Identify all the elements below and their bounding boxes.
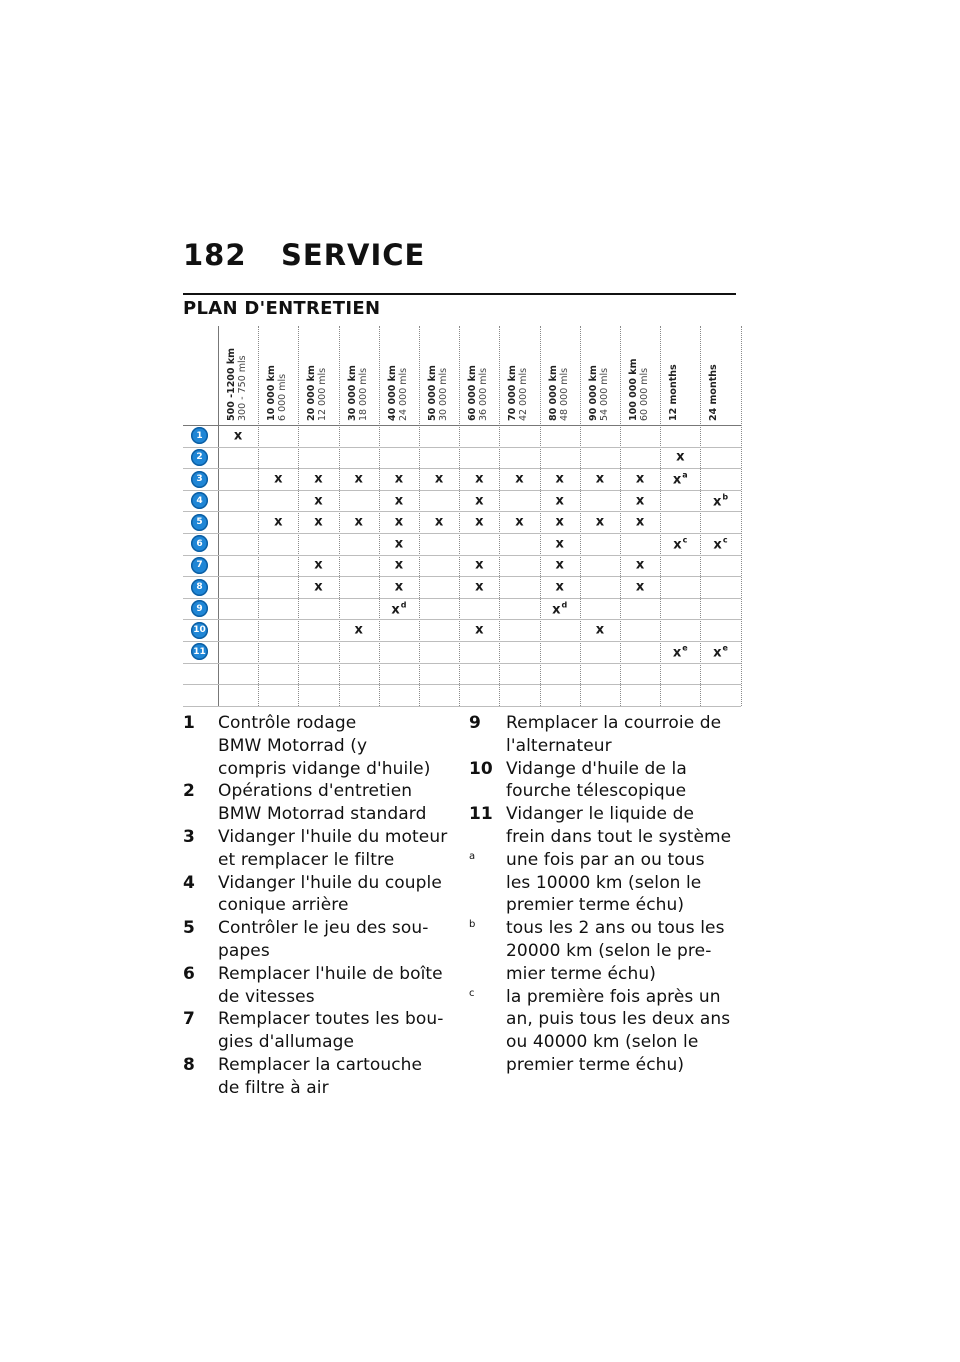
column-header-km: 100 000 km (628, 358, 639, 421)
column-header-mls: 12 000 mls (317, 367, 329, 421)
legend-line: mier terme échu) (506, 963, 656, 984)
column-header-text (226, 348, 248, 421)
legend-line: premier terme échu) (506, 1054, 685, 1075)
service-mark (395, 493, 403, 508)
legend-number: 7 (183, 1009, 195, 1030)
mark-x: x (555, 493, 564, 509)
service-mark (395, 472, 403, 487)
legend-item (183, 780, 448, 826)
column-header-km: 70 000 km (507, 365, 519, 421)
section-name: SERVICE (281, 238, 426, 272)
legend-line: Remplacer la cartouche (218, 1054, 423, 1075)
row-badge-3: 3 (191, 471, 208, 488)
legend-item (469, 803, 739, 849)
legend-line: la première fois après un (506, 986, 721, 1007)
service-mark (395, 536, 403, 551)
mark-x: x (635, 514, 645, 530)
legend-item (469, 986, 739, 1077)
service-mark (596, 472, 604, 487)
service-mark (354, 515, 362, 530)
service-mark (636, 515, 644, 530)
mark-x: x (635, 493, 645, 509)
service-mark (596, 623, 604, 638)
mark-x: x (672, 472, 682, 488)
column-header-mls: 300 - 750 mls (237, 355, 248, 421)
column-header-text (507, 365, 529, 421)
header-rule (183, 293, 736, 295)
legend-number: a (469, 850, 476, 862)
legend-text (218, 780, 426, 826)
grid-vline (660, 326, 661, 706)
service-mark (596, 515, 604, 530)
mark-x: x (635, 579, 645, 595)
column-header-mls: 54 000 mls (598, 367, 610, 421)
row-badge-9: 9 (191, 600, 208, 617)
legend-number: 2 (183, 781, 195, 802)
grid-hline (183, 684, 741, 685)
legend-line: BMW Motorrad (y (218, 735, 368, 756)
column-header-km: 80 000 km (547, 365, 559, 421)
mark-x: x (555, 536, 564, 552)
legend-item (183, 963, 448, 1009)
mark-x: x (434, 471, 444, 487)
mark-x: x (354, 471, 363, 487)
column-header-km: 90 000 km (587, 365, 599, 421)
mark-x: x (515, 471, 524, 487)
legend-line: les 10000 km (selon le (506, 872, 702, 893)
service-mark (314, 515, 322, 530)
page-header (183, 238, 736, 272)
column-header-km: 50 000 km (427, 365, 438, 421)
column-header-km: 500 -1200 km (226, 347, 237, 421)
column-header-mls: 18 000 mls (357, 367, 369, 421)
mark-x: x (713, 537, 722, 553)
column-header-km: 20 000 km (306, 365, 318, 421)
mark-x: x (354, 514, 363, 530)
legend-item (183, 826, 448, 872)
service-mark (314, 493, 322, 508)
legend-line: fourche télescopique (506, 781, 687, 802)
maintenance-table (183, 326, 736, 706)
service-mark (475, 558, 483, 573)
grid-hline (183, 511, 741, 512)
service-mark (555, 536, 563, 551)
grid-vline (540, 326, 541, 706)
service-mark (435, 472, 443, 487)
service-mark (354, 472, 362, 487)
mark-x: x (314, 557, 323, 573)
column-header-mls: 42 000 mls (518, 367, 530, 421)
grid-hline (183, 641, 741, 642)
service-mark (475, 472, 483, 487)
service-mark (234, 428, 242, 443)
grid-hline (183, 425, 741, 426)
column-header-text (668, 364, 679, 421)
grid-vline (741, 326, 742, 706)
legend-number: 5 (183, 918, 195, 939)
service-mark (354, 623, 362, 638)
mark-x: x (274, 514, 283, 530)
legend-text (506, 712, 721, 758)
grid-hline (183, 468, 741, 469)
column-header-mls: 60 000 mls (639, 367, 650, 421)
row-badge-7: 7 (191, 557, 208, 574)
service-mark (475, 580, 483, 595)
section-title: PLAN D'ENTRETIEN (183, 298, 381, 319)
mark-x: x (391, 602, 400, 618)
service-mark (673, 535, 687, 552)
column-header-text (467, 365, 489, 421)
legend-line: 20000 km (selon le pre- (506, 940, 712, 961)
mark-x: x (552, 602, 561, 618)
legend-number: 11 (469, 804, 493, 825)
mark-x: x (233, 428, 243, 444)
service-mark (552, 600, 567, 617)
legend-line: papes (218, 940, 270, 961)
legend-line: Vidanger l'huile du couple (218, 872, 442, 893)
grid-hline (183, 598, 741, 599)
legend-number: c (469, 987, 475, 999)
mark-x: x (314, 514, 323, 530)
column-header-text (708, 364, 719, 421)
service-mark (555, 558, 563, 573)
grid-hline (183, 576, 741, 577)
service-mark (555, 580, 563, 595)
legend-text (218, 1054, 422, 1100)
legend-item (183, 1054, 448, 1100)
legend-line: tous les 2 ans ou tous les (506, 918, 725, 939)
legend-item (469, 712, 739, 758)
legend-line: compris vidange d'huile) (218, 758, 431, 779)
legend-line: et remplacer le filtre (218, 849, 395, 870)
service-mark (435, 515, 443, 530)
legend-line: Vidange d'huile de la (506, 758, 687, 779)
legend-text (218, 826, 447, 872)
service-mark (314, 472, 322, 487)
service-mark (515, 515, 523, 530)
service-mark (636, 580, 644, 595)
legend-text (218, 963, 443, 1009)
legend-line: de filtre à air (218, 1077, 329, 1098)
mark-x: x (595, 514, 605, 530)
mark-footnote: c (682, 535, 688, 545)
legend-left (183, 712, 448, 1100)
service-mark (475, 493, 483, 508)
legend-number: 3 (183, 826, 195, 847)
column-header-mls: 30 000 mls (438, 367, 449, 421)
legend-item (183, 712, 448, 780)
service-mark (673, 643, 688, 660)
column-header-text (628, 359, 650, 422)
column-header-km: 24 months (708, 364, 720, 421)
service-mark (673, 471, 688, 488)
legend-text (506, 803, 731, 849)
service-mark (475, 623, 483, 638)
legend-line: Opérations d'entretien (218, 781, 413, 802)
legend-line: premier terme échu) (506, 895, 685, 916)
legend-number: 8 (183, 1054, 195, 1075)
grid-vline (700, 326, 701, 706)
mark-x: x (595, 471, 605, 487)
mark-x: x (354, 622, 363, 638)
mark-x: x (394, 536, 404, 552)
grid-vline (379, 326, 380, 706)
legend-number: 10 (469, 758, 493, 779)
column-header-mls: 6 000 mls (277, 373, 289, 421)
service-mark (395, 515, 403, 530)
row-badge-6: 6 (191, 535, 208, 552)
service-mark (636, 493, 644, 508)
column-header-km: 10 000 km (266, 365, 278, 421)
mark-x: x (394, 514, 404, 530)
mark-x: x (555, 514, 564, 530)
mark-footnote: e (722, 643, 728, 653)
mark-x: x (314, 471, 323, 487)
legend-number: 1 (183, 713, 195, 733)
mark-footnote: e (682, 643, 688, 653)
mark-x: x (475, 622, 484, 638)
legend-line: de vitesses (218, 986, 315, 1007)
mark-x: x (673, 537, 682, 553)
service-mark (274, 472, 282, 487)
legend-text (506, 849, 705, 917)
mark-x: x (515, 514, 524, 530)
column-header-km: 12 months (668, 364, 680, 421)
mark-x: x (394, 557, 404, 573)
legend-number: 6 (183, 963, 195, 984)
mark-x: x (475, 514, 484, 530)
service-mark (636, 558, 644, 573)
column-header-text (266, 365, 288, 421)
service-mark (676, 450, 684, 465)
column-header-text (427, 365, 449, 421)
legend-line: Remplacer toutes les bou- (218, 1009, 444, 1030)
legend-text (218, 872, 442, 918)
grid-vline (258, 326, 259, 706)
legend-line: Vidanger l'huile du moteur (218, 826, 448, 847)
column-header-km: 30 000 km (346, 365, 358, 421)
legend-line: conique arrière (218, 895, 349, 916)
page-number: 182 (183, 238, 247, 272)
row-badge-5: 5 (191, 514, 208, 531)
grid-hline (183, 533, 741, 534)
mark-footnote: c (722, 535, 728, 545)
grid-hline (183, 555, 741, 556)
mark-footnote: a (682, 470, 688, 480)
row-badge-1: 1 (191, 427, 208, 444)
row-badge-8: 8 (191, 579, 208, 596)
mark-x: x (274, 471, 283, 487)
grid-hline (183, 447, 741, 448)
service-mark (395, 558, 403, 573)
legend-number: 4 (183, 872, 195, 893)
legend-line: Contrôler le jeu des sou- (218, 918, 429, 939)
service-mark (636, 472, 644, 487)
column-header-text (306, 365, 328, 421)
row-badge-11: 11 (191, 643, 208, 660)
service-mark (274, 515, 282, 530)
mark-x: x (314, 493, 323, 509)
column-header-mls: 48 000 mls (558, 367, 570, 421)
mark-x: x (475, 493, 484, 509)
legend-number: b (469, 919, 476, 931)
mark-x: x (394, 493, 404, 509)
legend-line: BMW Motorrad standard (218, 804, 427, 825)
legend-text (506, 917, 725, 985)
mark-x: x (712, 494, 722, 510)
column-header-text (548, 365, 570, 421)
grid-hline (183, 706, 741, 707)
row-badge-2: 2 (191, 449, 208, 466)
legend-item (183, 872, 448, 918)
grid-vline (419, 326, 420, 706)
mark-footnote: d (400, 600, 407, 610)
legend-item (469, 849, 739, 917)
mark-x: x (555, 557, 564, 573)
grid-hline (183, 619, 741, 620)
mark-x: x (635, 557, 645, 573)
mark-x: x (394, 579, 404, 595)
legend-line: Remplacer la courroie de (506, 713, 722, 733)
legend-text (218, 917, 428, 963)
mark-x: x (555, 471, 564, 487)
legend-line: une fois par an ou tous (506, 849, 705, 870)
service-mark (314, 580, 322, 595)
legend-line: Vidanger le liquide de (506, 804, 695, 825)
mark-x: x (475, 471, 484, 487)
grid-vline (499, 326, 500, 706)
service-mark (475, 515, 483, 530)
legend-line: Contrôle rodage (218, 713, 357, 733)
mark-x: x (434, 514, 444, 530)
mark-footnote: b (722, 492, 729, 502)
legend-number: 9 (469, 713, 481, 733)
legend-text (218, 712, 430, 780)
legend-item (469, 917, 739, 985)
service-mark (555, 515, 563, 530)
grid-vline (339, 326, 340, 706)
mark-x: x (555, 579, 564, 595)
legend-line: ou 40000 km (selon le (506, 1032, 699, 1053)
service-mark (314, 558, 322, 573)
legend-text (506, 986, 730, 1077)
grid-vline (218, 326, 219, 706)
service-mark (391, 600, 406, 617)
legend-line: Remplacer l'huile de boîte (218, 963, 443, 984)
mark-x: x (672, 645, 682, 661)
column-header-mls: 36 000 mls (478, 367, 490, 421)
mark-x: x (595, 622, 605, 638)
mark-x: x (676, 449, 685, 465)
legend-right (469, 712, 739, 1077)
mark-x: x (475, 557, 484, 573)
mark-x: x (394, 471, 404, 487)
service-mark (555, 472, 563, 487)
grid-vline (580, 326, 581, 706)
grid-hline (183, 663, 741, 664)
column-header-km: 60 000 km (467, 365, 479, 421)
column-header-km: 40 000 km (386, 365, 398, 421)
mark-x: x (635, 471, 645, 487)
legend-line: an, puis tous les deux ans (506, 1009, 731, 1030)
legend-text (506, 758, 687, 804)
service-mark (395, 580, 403, 595)
mark-x: x (314, 579, 323, 595)
service-mark (515, 472, 523, 487)
legend-line: gies d'allumage (218, 1032, 355, 1053)
grid-vline (620, 326, 621, 706)
column-header-text (347, 365, 369, 421)
row-badge-10: 10 (191, 622, 208, 639)
column-header-text (387, 365, 409, 421)
mark-footnote: d (561, 600, 568, 610)
grid-vline (459, 326, 460, 706)
row-badge-4: 4 (191, 492, 208, 509)
service-mark (713, 643, 728, 660)
service-mark (713, 492, 728, 509)
grid-vline (298, 326, 299, 706)
legend-item (183, 917, 448, 963)
service-mark (555, 493, 563, 508)
legend-line: frein dans tout le système (506, 826, 732, 847)
legend-item (469, 758, 739, 804)
column-header-mls: 24 000 mls (397, 367, 409, 421)
service-mark (713, 535, 727, 552)
column-header-text (588, 365, 610, 421)
legend-line: l'alternateur (506, 735, 612, 756)
legend-text (218, 1008, 443, 1054)
grid-hline (183, 490, 741, 491)
mark-x: x (713, 645, 722, 661)
legend-item (183, 1008, 448, 1054)
mark-x: x (475, 579, 484, 595)
